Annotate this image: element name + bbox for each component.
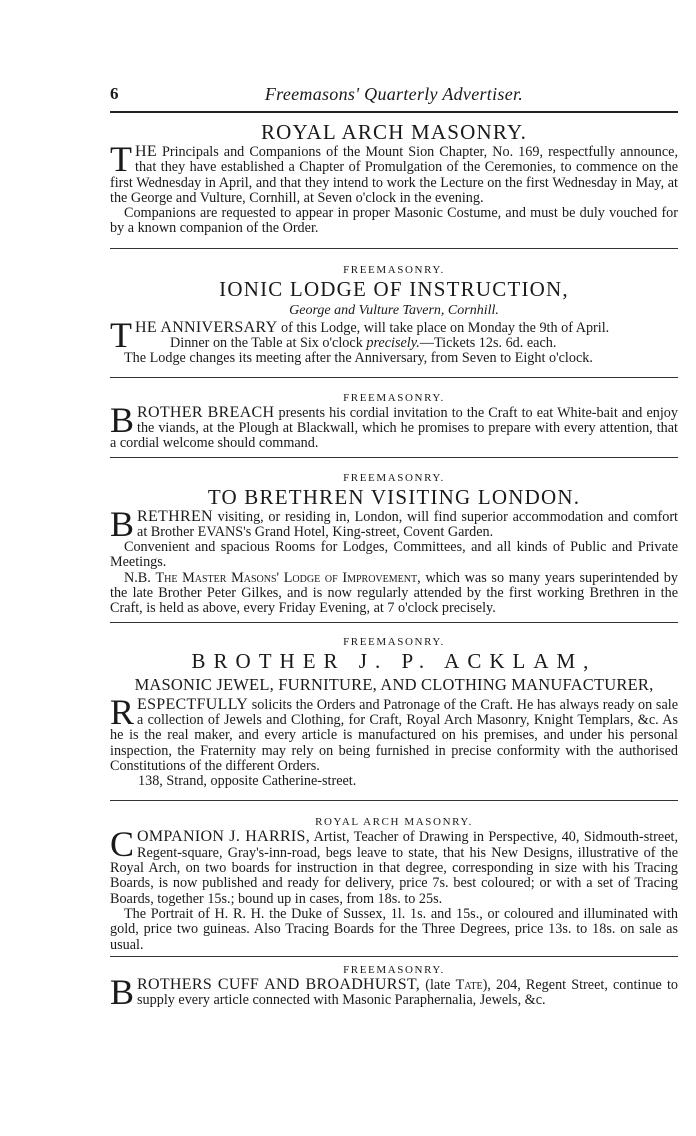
ad-heading: IONIC LODGE OF INSTRUCTION, <box>219 276 569 301</box>
ad-kicker: FREEMASONRY. <box>343 391 445 404</box>
drop-cap: T <box>110 314 132 355</box>
ad-text: of this Lodge, will take place on Monday the 9th of April. <box>277 319 610 336</box>
ad-kicker: FREEMASONRY. <box>343 635 445 648</box>
drop-cap: B <box>110 503 135 544</box>
section-rule <box>110 800 678 801</box>
ad-paragraph <box>110 503 678 544</box>
running-head <box>110 84 678 106</box>
ad-ionic-lodge <box>110 263 678 367</box>
ad-text: (late <box>420 976 456 993</box>
ad-heading: ROYAL ARCH MASONRY. <box>260 120 528 144</box>
ad-text: Dinner on the Table at Six o'clock <box>170 335 367 352</box>
ad-text: —Tickets 12s. 6d. each. <box>419 335 557 352</box>
journal-title: Freemasons' Quarterly Advertiser. <box>264 84 524 104</box>
ad-text: N.B. <box>124 569 156 586</box>
ad-paragraph <box>110 336 678 351</box>
ad-paragraph: Companions are requested to appear in proper Masonic Costume, and must be duly vouched for by a known companion of the Order. <box>110 205 678 237</box>
lead-caps: RETHREN <box>137 507 213 525</box>
section-rule <box>110 956 678 957</box>
ad-brother-acklam <box>110 635 678 790</box>
ad-paragraph <box>110 139 678 206</box>
section-rule <box>110 457 678 458</box>
ad-text-small-caps: Tate <box>455 976 483 993</box>
lead-caps: HE ANNIVERSARY <box>135 318 278 336</box>
ad-paragraph: The Lodge changes its meeting after the Anniversary, from Seven to Eight o'clock. <box>124 350 593 367</box>
lead-caps: ROTHERS CUFF AND BROADHURST, <box>137 975 421 993</box>
page-number: 6 <box>110 84 119 103</box>
ad-royal-arch-mount-sion <box>110 120 678 237</box>
ad-text: Artist, Teacher of Drawing in Perspective, 40, Sidmouth-street, Regent-square, Gray's-inn-road, begs leave to state, that his New Designs, illustrative of the Royal Arch, on two boards for instruction in that degree, corresponding in size with his Tracing Boards, is now published and ready for delivery, price 7s. best coloured; or with a set of Tracing Boards, together 15s.; bound up in cases, from 18s. to 25s. <box>110 829 678 907</box>
ad-paragraph <box>110 971 678 1012</box>
drop-cap: T <box>110 139 132 179</box>
lead-caps: OMPANION J. HARRIS, <box>137 828 311 846</box>
ad-subheading: MASONIC JEWEL, FURNITURE, AND CLOTHING MANUFACTURER, <box>134 674 654 694</box>
lead-caps: ESPECTFULLY <box>137 695 249 713</box>
ad-text: visiting, or residing in, London, will find superior accommodation and comfort at Brother EVANS's Grand Hotel, King-street, Covent Garden. <box>137 508 678 540</box>
header-rule <box>110 111 678 113</box>
section-rule <box>110 622 678 623</box>
ad-text: Principals and Companions of the Mount Sion Chapter, No. 169, respectfully announce, that they have established a Chapter of Promulgation of the Ceremonies, to commence on the first Wednesday in April, and that they intend to work the Lecture on the first Wednesday in May, at the George and Vulture, Cornhill, at Seven o'clock in the evening. <box>110 144 678 206</box>
ad-heading: BROTHER J. P. ACKLAM, <box>191 648 597 673</box>
ad-brother-breach <box>110 391 678 452</box>
ad-text: solicits the Orders and Patronage of the Craft. He has always ready on sale a collection of Jewels and Clothing, for Craft, Royal Arch Masonry, Knight Templars, &c. As he is the real maker, and every article is manufactured on his premises, and under his personal inspection, the Fraternity may rely on being furnished in precise conformity with the authorised Constitutions of the different Orders. <box>110 696 678 774</box>
ad-brethren-visiting-london <box>110 471 678 617</box>
ad-text: ), 204, Regent Street, continue to supply every article connected with Masonic Paraphernalia, Jewels, &c. <box>137 976 678 1009</box>
ad-kicker: FREEMASONRY. <box>343 263 445 276</box>
drop-cap: B <box>110 971 135 1012</box>
section-rule <box>110 248 678 249</box>
page <box>110 84 678 1012</box>
ad-kicker: FREEMASONRY. <box>343 963 445 976</box>
ad-kicker: FREEMASONRY. <box>343 471 445 484</box>
ad-text-italic: precisely. <box>366 335 420 352</box>
drop-cap: B <box>110 399 135 440</box>
drop-cap: R <box>110 691 135 732</box>
ad-subheading: George and Vulture Tavern, Cornhill. <box>289 302 499 318</box>
lead-caps: ROTHER BREACH <box>137 403 275 421</box>
ad-kicker: ROYAL ARCH MASONRY. <box>315 816 473 829</box>
ad-paragraph <box>110 824 678 907</box>
ad-text: , which was so many years superintended by the late Brother Peter Gilkes, and is now regularly attended by the first working Brethren in the Craft, is held as above, every Friday Evening, at 7 o'clock precisely. <box>110 569 678 617</box>
ad-paragraph <box>110 691 678 774</box>
ad-paragraph <box>110 399 678 452</box>
ad-paragraph: The Portrait of H. R. H. the Duke of Sussex, 1l. 1s. and 15s., or coloured and illuminated with gold, price two guineas. Also Tracing Boards for the Three Degrees, price 13s. to 18s. on sale as usual. <box>110 905 678 953</box>
drop-cap: C <box>110 824 135 865</box>
section-rule <box>110 377 678 378</box>
ad-heading: TO BRETHREN VISITING LONDON. <box>207 484 581 509</box>
ad-paragraph <box>110 571 678 617</box>
ad-address: 138, Strand, opposite Catherine-street. <box>138 773 357 790</box>
ad-paragraph: Convenient and spacious Rooms for Lodges, Committees, and all kinds of Public and Private Meetings. <box>110 539 678 571</box>
ad-companion-harris <box>110 815 678 952</box>
lead-caps: HE <box>135 143 157 160</box>
ad-text-small-caps: The Master Masons' Lodge of Improvement <box>155 569 418 586</box>
ad-text: presents his cordial invitation to the Craft to eat White-bait and enjoy the viands, at the Plough at Blackwall, which he promises to prepare with every attention, that a cordial welcome should command. <box>110 404 678 452</box>
ad-cuff-and-broadhurst <box>110 963 678 1012</box>
